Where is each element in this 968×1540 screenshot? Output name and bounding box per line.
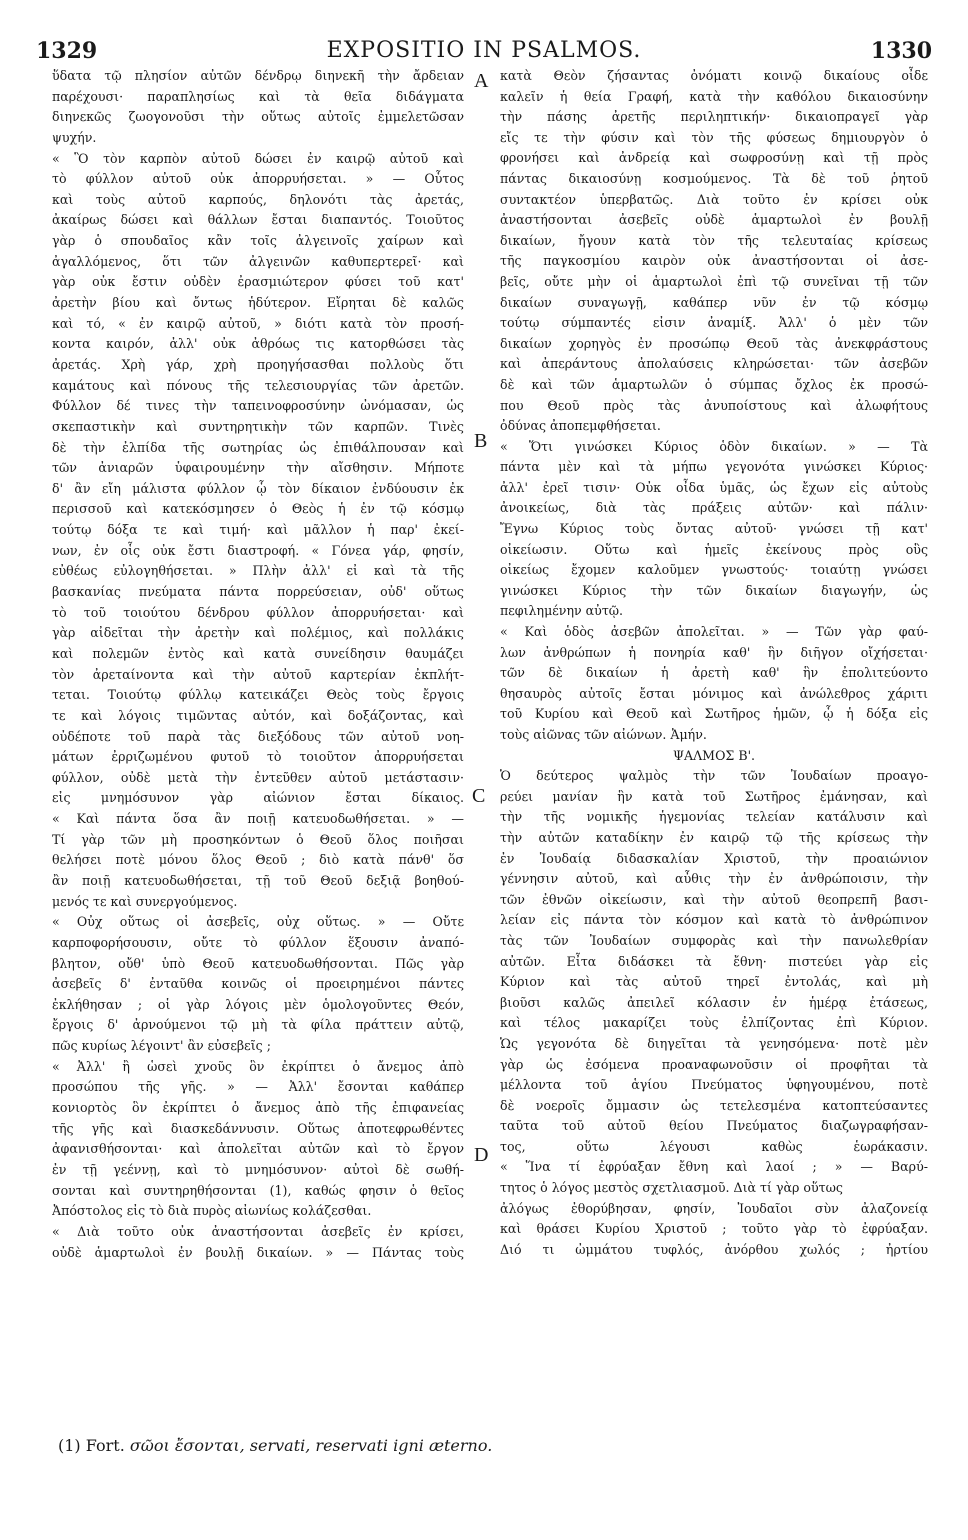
text-line: οὐδὲ ἁμαρτωλοὶ ἐν βουλῇ δικαίων. » — Πάντας τοὺς (52, 1244, 464, 1260)
text-line: δικαίων συναγωγῇ, καθάπερ νῦν ἐν τῷ κόσμῳ (500, 294, 928, 310)
text-line: ἀρετάς. Χρὴ γάρ, χρὴ προηγήσασθαι πολλοὺς ὅτι (52, 356, 464, 372)
text-line: τῆς γῆς καὶ διασκεδάννυσιν. Οὕτως ἀποτεφρωθέντες (52, 1120, 464, 1136)
text-line: Κύριον καὶ τὰς αὐτοῦ τηρεῖ ἐντολάς, καὶ μὴ (500, 974, 928, 990)
text-line: φύλλον, οὐδὲ μετὰ τὴν ἐντεῦθεν αὐτοῦ μετάστασιν· (52, 769, 464, 785)
footnote-text: σῶοι ἔσονται, servati, reservati igni æterno. (129, 1436, 493, 1455)
text-line: τὴν πάσης ἀρετῆς περιληπτικήν· δικαιοπραγεῖ γὰρ (500, 109, 928, 125)
footnote-ref: (1) Fort. (58, 1436, 125, 1455)
text-line: ἐν Ἰουδαίᾳ διδασκαλίαν Χριστοῦ, τὴν προαιώνιον (500, 850, 928, 866)
text-line: καὶ πολεμῶν ἐντὸς καὶ κατὰ συνείδησιν θαυμάζει (52, 645, 464, 661)
text-line: γὰρ ὡς ἐσόμενα προαναφωνοῦσιν οἱ προφῆται τὰ (500, 1056, 928, 1072)
text-line: προσώπου τῆς γῆς. » — Ἀλλ' ἔσονται καθάπερ (52, 1079, 464, 1095)
text-line: εὐθέως εὐλογηθήσεται. » Πλὴν ἀλλ' εἰ καὶ τὰ τῆς (52, 563, 464, 579)
text-line: κατὰ Θεὸν ζήσαντας ὀνόματι κοινῷ δικαίους οἶδε (500, 68, 928, 83)
text-line: νων, ἐν οἷς οὐκ ἔστι διαστροφή. « Γόνεα γάρ, φησίν, (52, 542, 464, 558)
text-line: τὰς τῶν Ἰουδαίων συμφορὰς καὶ τὴν πανωλεθρίαν (500, 932, 928, 948)
text-line: τούτῳ σύμπαντές εἰσιν ἀναμίξ. Ἀλλ' ὁ μὲν τῶν (500, 315, 928, 331)
text-line: περισσοῦ καὶ κατεκόσμησεν ὁ Θεὸς ἡ ἐν τῷ κόσμῳ (52, 501, 464, 517)
text-line: ἂν ποιῇ κατευοδωθήσεται, τῇ τοῦ Θεοῦ δεξιᾷ βοηθού- (52, 872, 464, 888)
text-line: ἀλόγως ἐθορύβησαν, φησίν, Ἰουδαῖοι σὺν ἀλαζονείᾳ (500, 1200, 928, 1216)
text-line: ἀλλ' ἐρεῖ τισιν· Οὐκ οἶδα ὑμᾶς, ὡς ἔχων εἰς αὐτοὺς (500, 479, 928, 495)
text-line: γὰρ οὐκ ἔστιν οὐδὲν ἐρασμιώτερον φύσει τοῦ κατ' (52, 274, 464, 290)
section-marker-a: A (474, 70, 489, 92)
text-line: δικαίων χορηγὸς ἐν προσώπῳ Θεοῦ τὰς ἀνεκφράστους (500, 335, 928, 351)
section-marker-b: B (474, 430, 488, 452)
text-line: « Καὶ πάντα ὅσα ἂν ποιῇ κατευοδωθήσεται. » — (52, 811, 464, 827)
right-column (500, 66, 928, 1260)
text-line: παρέχουσι· παραπλησίως καὶ τὰ θεῖα διδάγματα (52, 88, 464, 104)
text-line: ρεύει μανίαν ἣν κατὰ τοῦ Σωτῆρος ἐμάνησαν, καὶ (500, 788, 928, 804)
text-line: τῶν ἐθνῶν οἰκείωσιν, καὶ τὴν αὐτοῦ θεοπρεπῆ βασι- (500, 891, 928, 907)
text-line: καμάτους καὶ πόνους τῆς τελεσιουργίας τῶν ἀρετῶν. (52, 377, 464, 393)
text-line: Διό τι ὠμμάτου τυφλός, ἀνόρθου χωλός ; ἠρτίου (500, 1241, 928, 1257)
text-line: « Ὅτι γινώσκει Κύριος ὁδὸν δικαίων. » — Τὰ (500, 438, 928, 454)
text-line: σονται καὶ συντηρηθήσονται (1), καθώς φησιν ὁ θεῖος (52, 1182, 464, 1198)
text-line: κοντα καιρόν, ἀλλ' οὐκ ἀθρόως τις κατορθώσει τὰς (52, 336, 464, 352)
text-line: ΨΑΛΜΟΣ Β'. (672, 747, 756, 763)
text-line: ἐκλήθησαν ; οἱ γὰρ λόγοις μὲν ὁμολογοῦντες Θεόν, (52, 996, 464, 1012)
text-line: ὕδατα τῷ πλησίον αὐτῶν δένδρῳ διηνεκῆ τὴν ἄρδειαν (52, 68, 464, 83)
page-header (34, 38, 934, 68)
text-line: δὲ καὶ τῶν ἁμαρτωλῶν ὁ σύμπας ὄχλος ἐκ προσώ- (500, 376, 928, 392)
text-line: δ' ἂν εἴη μάλιστα φύλλον ᾧ τὸν δίκαιον ἐνδύουσιν ἐκ (52, 480, 464, 496)
left-column (52, 66, 464, 1263)
text-line: καρποφορήσουσιν, οὔτε τὸ φύλλον ἕξουσιν ἀναπό- (52, 934, 464, 950)
text-line: μέλλοντα τοῦ ἁγίου Πνεύματος ὑφηγουμένου, ποτὲ (500, 1077, 928, 1093)
text-line: ἀρετὴν βίου καὶ ὄντως ἡδύτερον. Εἴρηται δὲ καλῶς (52, 295, 464, 311)
text-line: « Ἵνα τί ἐφρύαξαν ἔθνη καὶ λαοί ; » — Βαρύ- (500, 1159, 928, 1175)
text-line: καὶ θράσει Κυρίου Χριστοῦ ; τοῦτο γὰρ τὸ ἐφρύαξαν. (500, 1221, 928, 1237)
text-line: τὴν τῆς νομικῆς ἡγεμονίας τελείαν κατάλυσιν καὶ (500, 809, 928, 825)
section-marker-d: D (474, 1144, 489, 1166)
text-line: Ἔγνω Κύριος τοὺς ὄντας αὐτοῦ· γνώσει τῇ κατ' (500, 521, 928, 537)
text-line: ἀσεβεῖς δ' ἐνταῦθα κοινῶς οἱ προειρημένοι πάντες (52, 976, 464, 992)
text-line: ὀδύνας ἀποπεμφθήσεται. (500, 418, 661, 434)
text-line: τῶν ἀνιαρῶν ὑφαιρουμένην τὴν αἴσθησιν. Μήποτε (52, 460, 464, 476)
text-line: βασκανίας πνεύματα πάντα πορρεύσειαν, οὐδ' οὕτως (52, 584, 464, 600)
text-line: εἰς μνημόσυνον γὰρ αἰώνιον ἔσται δίκαιος. (52, 790, 464, 806)
text-line: τὸ φύλλον αὐτοῦ οὐκ ἀπορρυήσεται. » — Οὗτος (52, 171, 464, 187)
text-line: οἰκείως ἔχομεν καλοῦμεν γνωστούς· τοιαύτῃ γνώσει (500, 562, 928, 578)
page-number-right: 1330 (870, 38, 932, 64)
text-line: δὲ νοεροῖς ὄμμασιν ὡς τετελεσμένα κατοπτεύσαντες (500, 1097, 928, 1113)
text-line: λων ἀνθρώπων ἡ πονηρία καθ' ἣν διῆγον οἴχήσεται· (500, 644, 928, 660)
text-line: θησαυρὸς αὐτοῖς ἔσται μόνιμος καὶ ἀνώλεθρος χάριτι (500, 685, 928, 701)
text-line: μάτων ἐρριζωμένου φυτοῦ τὸ τοιοῦτον ἀπορρυήσεται (52, 749, 464, 765)
text-line: ἀναστήσονται ἀσεβεῖς οὐδὲ ἁμαρτωλοὶ ἐν βουλῇ (500, 212, 928, 228)
text-line: ἀγαλλόμενος, ὅτι τῶν ἀλγεινῶν καθυπερτερεῖ· καὶ (52, 253, 464, 269)
text-line: πάντας δικαιοσύνῃ κοσμούμενος. Τὰ δὲ τοῦ ῥητοῦ (500, 170, 928, 186)
text-line: καὶ τοὺς αὐτοῦ καρπούς, δηλονότι τὰς ἀρετάς, (52, 191, 464, 207)
text-line: γὰρ ὁ σπουδαῖος κἂν τοῖς ἀλγεινοῖς χαίρων καὶ (52, 233, 464, 249)
text-line: αὐτῶν. Εἶτα διδάσκει τὰ ἔθνη· πιστεύει γὰρ εἰς (500, 953, 928, 969)
text-line: βλητον, οὔθ' ὑπὸ Θεοῦ κατευοδωθήσονται. Πῶς γὰρ (52, 955, 464, 971)
text-line: « Διὰ τοῦτο οὐκ ἀναστήσονται ἀσεβεῖς ἐν κρίσει, (52, 1223, 464, 1239)
text-line: « Ὃ τὸν καρπὸν αὐτοῦ δώσει ἐν καιρῷ αὐτοῦ καὶ (52, 150, 464, 166)
text-line: τεται. Τοιούτῳ φύλλῳ κατεικάζει Θεὸς τοὺς ἔργοις (52, 687, 464, 703)
text-line: τητος ὁ λόγος μεστὸς σχετλιασμοῦ. Διὰ τί γὰρ οὕτως (500, 1180, 843, 1196)
text-line: βεῖς, οὔτε μὴν οἱ ἁμαρτωλοὶ ἐπὶ τῷ συνεῖναι τῇ τῶν (500, 273, 928, 289)
text-line: καὶ τέλος μακαρίζει τοὺς ἐλπίζοντας ἐπὶ Κύριον. (500, 1015, 928, 1031)
text-line: φρονήσει καὶ ἀνδρείᾳ καὶ σωφροσύνῃ καὶ τῇ πρὸς (500, 150, 928, 166)
text-line: Φύλλον δέ τινες τὴν ταπεινοφροσύνην ὠνόμασαν, ὡς (52, 398, 464, 414)
text-line: « Ἀλλ' ἢ ὡσεὶ χνοῦς ὃν ἐκρίπτει ὁ ἄνεμος ἀπὸ (52, 1058, 464, 1074)
text-line: δικαίων, ἤγουν κατὰ τὸν τῆς τελευταίας κρίσεως (500, 232, 928, 248)
text-line: ἐν τῇ γεέννῃ, καὶ τὸ μνημόσυνον· αὐτοὶ δὲ σωθή- (52, 1161, 464, 1177)
text-line: τὸν ἀρεταίνοντα καὶ τὴν αὐτοῦ καρτερίαν ἐκπλήτ- (52, 666, 464, 682)
text-line: ἀφανισθήσονται· καὶ ἀπολεῖται αὐτῶν καὶ τὸ ἔργον (52, 1141, 464, 1157)
text-line: εἴς τε τὴν φύσιν καὶ τὸν τῆς φύσεως δημιουργὸν ὁ (500, 129, 928, 145)
running-title: EXPOSITIO IN PSALMOS. (326, 38, 642, 63)
text-line: καὶ τό, « ἐν καιρῷ αὐτοῦ, » διότι κατὰ τὸν προσή- (52, 315, 464, 331)
text-line: ἀκαίρως δώσει καὶ θάλλων ἔσται διαπαντός. Τοιοῦτος (52, 212, 464, 228)
text-line: ἀνοικείως, διὰ τὰς πράξεις αὐτῶν· καὶ πάλιν· (500, 500, 928, 516)
text-line: ψυχήν. (52, 129, 97, 145)
text-line: τος, οὕτω λέγουσι καθὼς ἑωράκασιν. (500, 1138, 928, 1154)
text-line: Τί γὰρ τῶν μὴ προσηκόντων ὁ Θεοῦ ὅλος ποιῆσαι (52, 831, 464, 847)
text-line: Ἀπόστολος εἰς τὸ διὰ πυρὸς αἰωνίως κολάζεσθαι. (52, 1203, 372, 1219)
text-line: μενός τε καὶ συνεργούμενος. (52, 893, 238, 909)
text-line: τούτῳ δόξα τε καὶ τιμή· καὶ μᾶλλον ἡ παρ' ἐκεί- (52, 522, 464, 538)
footnote (58, 1436, 492, 1455)
text-line: τῶν δὲ δικαίων ἡ ἀρετὴ καθ' ἣν ἐπολιτεύοντο (500, 665, 928, 681)
text-line: καλεῖν ἡ θεία Γραφή, κατὰ τὴν καθόλου δικαιοσύνην (500, 88, 928, 104)
text-line: « Καὶ ὁδὸς ἀσεβῶν ἀπολεῖται. » — Τῶν γὰρ φαύ- (500, 624, 928, 640)
text-line: οὐδέποτε τοῦ παρὰ τὰς διεξόδους τῶν αὐτοῦ νοη- (52, 728, 464, 744)
text-line: πάντα μὲν καὶ τὰ μήπω γεγονότα γινώσκει Κύριος· (500, 459, 928, 475)
text-line: Ὡς γεγονότα δὲ διηγεῖται τὰ γενησόμενα· ποτὲ μὲν (500, 1035, 928, 1051)
text-line: κονιορτὸς ὃν ἐκρίπτει ὁ ἄνεμος ἀπὸ τῆς ἐπιφανείας (52, 1100, 464, 1116)
text-line: τὸ τοῦ τοιούτου δένδρου φύλλον ἀπορρυήσεται· καὶ (52, 604, 464, 620)
text-line: τοῦ Κυρίου καὶ Θεοῦ καὶ Σωτῆρος ἡμῶν, ᾧ ἡ δόξα εἰς (500, 706, 928, 722)
text-line: τοὺς αἰῶνας τῶν αἰώνων. Ἀμήν. (500, 727, 707, 742)
text-line: « Οὐχ οὕτως οἱ ἀσεβεῖς, οὐχ οὕτως. » — Οὔτε (52, 914, 464, 930)
text-line: θελήσει ποτὲ μόνου ὅλος Θεοῦ ; διὸ κατὰ πάνθ' ὅσ (52, 852, 464, 868)
page-number-left: 1329 (36, 38, 98, 64)
text-line: καὶ ἀπεράντους ἀπολαύσεις κληρώσεται· τῶν ἀσεβῶν (500, 356, 928, 372)
text-line: ταῦτα τοῦ αὐτοῦ θείου Πνεύματος διαζωγραφήσαν- (500, 1118, 928, 1134)
text-line: διηνεκῶς ζωογονοῦσι τὴν οὕτως αὐτοῖς ἐμμελετῶσαν (52, 109, 464, 125)
text-line: τὴν αὐτῶν καταδίκην ἐν καιρῷ τῷ τῆς κρίσεως τὴν (500, 829, 928, 845)
text-line: συντακτέον ὑπερβατῶς. Διὰ τοῦτο ἐν κρίσει οὐκ (500, 191, 928, 207)
text-line: Ὁ δεύτερος ψαλμὸς τὴν τῶν Ἰουδαίων προαγο- (500, 768, 928, 784)
text-line: λείαν εἰς πάντα τὸν κόσμον καὶ κατὰ τὸ ἀνθρώπινον (500, 912, 928, 928)
text-line: πεφιλημένην αὐτῷ. (500, 603, 624, 619)
text-line: γέννησιν αὐτοῦ, καὶ αὖθις τὴν ἐν ἀνθρώποισιν, τὴν (500, 871, 928, 887)
text-line: βιοῦσι καλῶς ἀπειλεῖ κόλασιν ἐν ἡμέρᾳ ἐτάσεως, (500, 994, 928, 1010)
text-line: δὲ τὴν ἐλπίδα τῆς σωτηρίας ὡς ἐπιθάλπουσαν καὶ (52, 439, 464, 455)
text-line: οἰκείωσιν. Οὕτω καὶ ἡμεῖς ἐκείνους πρὸς οὓς (500, 541, 928, 557)
text-line: που Θεοῦ πρὸς τὰς ἀνυποίστους καὶ ἀλωφήτους (500, 397, 928, 413)
text-line: ἔργοις δ' ἀρνούμενοι τῷ μὴ τὰ φίλα πράττειν αὐτῷ, (52, 1017, 464, 1033)
text-line: γὰρ αἰδεῖται τὴν ἀρετὴν καὶ πολέμιος, καὶ πολλάκις (52, 625, 464, 641)
text-line: τῆς παγκοσμίου καιρὸν οὐκ ἀναστήσονται οἱ ἀσε- (500, 253, 928, 269)
text-line: γινώσκει Κύριος τὴν τῶν δικαίων διαγωγήν, ὡς (500, 582, 928, 598)
section-marker-c: C (472, 785, 486, 807)
text-line: πῶς κυρίως λέγοιντ' ἂν εὐσεβεῖς ; (52, 1038, 271, 1054)
text-line: τε καὶ λόγοις τιμῶντας αὐτόν, καὶ δοξάζοντας, καὶ (52, 707, 464, 723)
text-line: σκεπαστικὴν καὶ συντηρητικὴν τῶν καρπῶν. Τινὲς (52, 418, 464, 434)
